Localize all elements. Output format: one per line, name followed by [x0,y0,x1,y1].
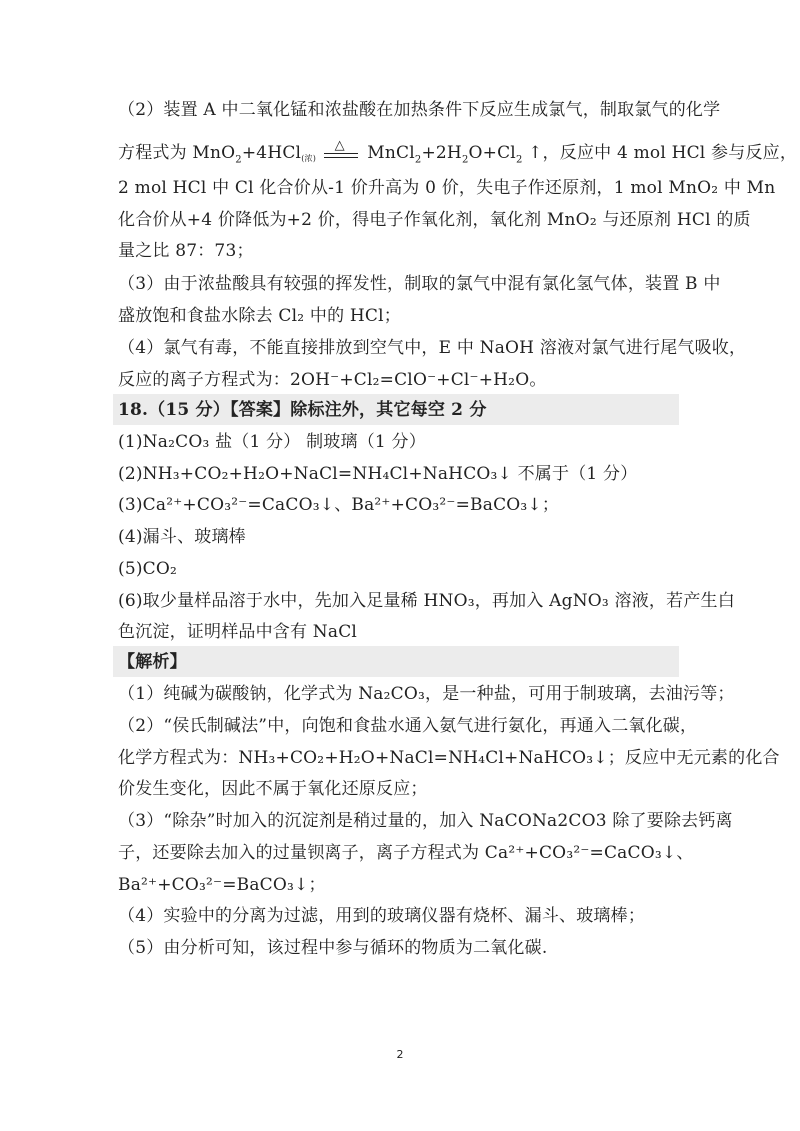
analysis-p3-line-3: Ba²⁺+CO₃²⁻=BaCO₃↓； [118,875,326,895]
q18-answer-6-line-2: 色沉淀，证明样品中含有 NaCl [118,622,358,642]
s2-eq-part-a: 方程式为 MnO [118,143,236,163]
analysis-header: 【解析】 [118,652,187,672]
s2-eq-part-b: +4HCl [241,143,302,163]
s2-line-2: 方程式为 MnO$_2$+4HCl(浓) △ $MnCl_2+2H_2O+Cl_2$ ↑，反应中 4 mol HCl 参与反应， [118,137,798,166]
q18-answer-6-line-1: (6)取少量样品溶于水中，先加入足量稀 HNO₃，再加入 AgNO₃ 溶液，若产生白 [118,591,735,611]
s2-eq-conc: (浓) [301,154,317,163]
analysis-p5: （5）由分析可知，该过程中参与循环的物质为二氧化碳. [118,938,548,958]
q18-answer-4: (4)漏斗、玻璃棒 [118,527,246,547]
q18-header: 18.（15 分）【答案】除标注外，其它每空 2 分 [118,400,487,420]
s2-line-1: （2）装置 A 中二氧化锰和浓盐酸在加热条件下反应生成氯气，制取氯气的化学 [118,100,721,120]
triangle-heat-icon: △ [334,137,345,153]
s4-line-1: （4）氯气有毒，不能直接排放到空气中，E 中 NaOH 溶液对氯气进行尾气吸收， [118,338,747,358]
s2-eq-part-e: +2H [421,143,462,163]
q18-answer-5: (5)CO₂ [118,559,178,579]
s2-eq-part-f: O+Cl [468,143,516,163]
s2-line-5: 量之比 87：73； [118,241,254,261]
analysis-p3-line-2: 子，还要除去加入的过量钡离子，离子方程式为 Ca²⁺+CO₃²⁻=CaCO₃↓、 [118,843,694,863]
s3-line-1: （3）由于浓盐酸具有较强的挥发性，制取的氯气中混有氯化氢气体，装置 B 中 [118,274,721,294]
q18-answer-2: (2)NH₃+CO₂+H₂O+NaCl=NH₄Cl+NaHCO₃↓ 不属于（1 分） [118,464,638,484]
s2-line-4: 化合价从+4 价降低为+2 价，得电子作氧化剂，氧化剂 MnO₂ 与还原剂 HCl 的质 [118,210,751,230]
q18-answer-3: (3)Ca²⁺+CO₃²⁻=CaCO₃↓、Ba²⁺+CO₃²⁻=BaCO₃↓； [118,495,560,515]
analysis-p2-line-3: 价发生变化，因此不属于氧化还原反应； [118,779,428,799]
s2-eq-part-g: ↑，反应中 4 mol HCl 参与反应， [522,143,798,163]
s4-line-2: 反应的离子方程式为：2OH⁻+Cl₂=ClO⁻+Cl⁻+H₂O。 [118,370,547,390]
s2-eq-part-d: MnCl [367,143,415,163]
analysis-p3-line-1: （3）“除杂”时加入的沉淀剂是稍过量的，加入 NaCONa2CO3 除了要除去钙离 [118,811,733,831]
q18-answer-1: (1)Na₂CO₃ 盐（1 分） 制玻璃（1 分） [118,432,426,452]
heating-condition-arrow [322,137,362,164]
page-number: 2 [396,1048,404,1061]
analysis-p1: （1）纯碱为碳酸钠，化学式为 Na₂CO₃，是一种盐，可用于制玻璃，去油污等； [118,684,735,704]
s3-line-2: 盛放饱和食盐水除去 Cl₂ 中的 HCl； [118,306,401,326]
s2-line-3: 2 mol HCl 中 Cl 化合价从-1 价升高为 0 价，失电子作还原剂，1 mol MnO₂ 中 Mn [118,178,776,198]
analysis-p2-line-1: （2）“侯氏制碱法”中，向饱和食盐水通入氨气进行氨化，再通入二氧化碳， [118,716,698,736]
analysis-p4: （4）实验中的分离为过滤，用到的玻璃仪器有烧杯、漏斗、玻璃棒； [118,906,646,926]
analysis-p2-line-2: 化学方程式为：NH₃+CO₂+H₂O+NaCl=NH₄Cl+NaHCO₃↓；反应中无元素的化合 [118,748,780,768]
